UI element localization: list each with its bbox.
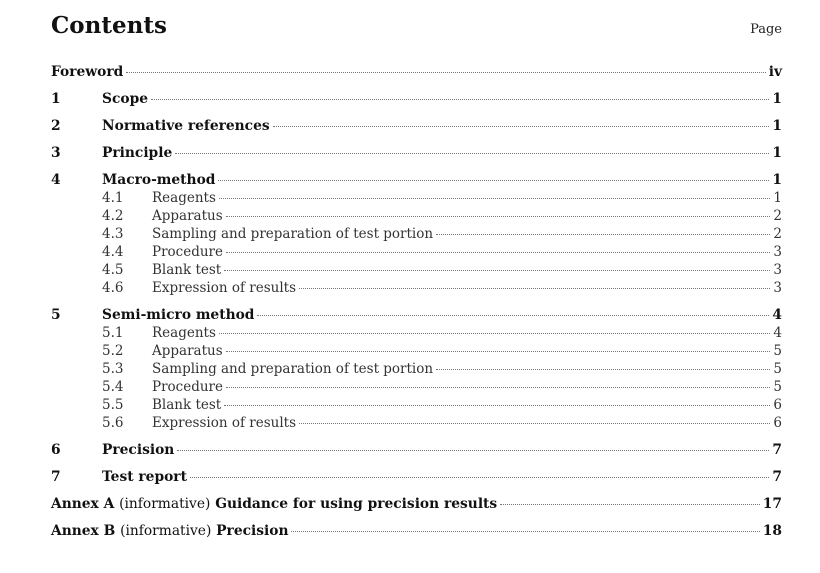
toc-entry-scope[interactable] (51, 91, 782, 109)
toc-entry-test-report[interactable] (51, 469, 782, 487)
dot-leader (224, 270, 770, 271)
toc-entry-number: 4 (51, 172, 61, 188)
toc-subentry-4-5[interactable] (51, 262, 782, 280)
dot-leader (226, 387, 770, 388)
toc-entry-precision[interactable] (51, 442, 782, 460)
annex-title: Precision (216, 523, 289, 539)
toc-entry-page: 5 (773, 361, 782, 377)
toc-entry-label (51, 496, 497, 512)
toc-entry-label: Principle (102, 145, 173, 161)
toc-entry-number: 6 (51, 442, 61, 458)
toc-entry-page: 3 (773, 262, 782, 278)
toc-entry-number: 5 (51, 307, 61, 323)
toc-entry-page: 18 (762, 523, 782, 539)
toc-entry-label: Apparatus (152, 208, 223, 224)
toc-entry-page: 5 (773, 343, 782, 359)
toc-entry-label: Blank test (152, 397, 222, 413)
toc-subentry-4-3[interactable] (51, 226, 782, 244)
toc-entry-number: 4.3 (102, 226, 124, 242)
toc-entry-label: Procedure (152, 244, 223, 260)
toc-entry-number: 2 (51, 118, 61, 134)
toc-entry-page: 6 (773, 397, 782, 413)
toc-entry-label: Expression of results (152, 415, 296, 431)
toc-entry-number: 4.4 (102, 244, 124, 260)
toc-entry-label: Sampling and preparation of test portion (152, 361, 434, 377)
toc-entry-label: Procedure (152, 379, 223, 395)
toc-entry-number: 4.2 (102, 208, 124, 224)
toc-entry-page: 2 (773, 226, 782, 242)
toc-entry-label: Test report (102, 469, 187, 485)
annex-title: Guidance for using precision results (215, 496, 498, 512)
dot-leader (273, 126, 770, 127)
toc-entry-page: 6 (773, 415, 782, 431)
annex-note: (informative) (119, 496, 211, 512)
toc-entry-label: Normative references (102, 118, 270, 134)
toc-entry-semi-micro-method[interactable] (51, 307, 782, 325)
toc-entry-number: 3 (51, 145, 61, 161)
dot-leader (299, 423, 770, 424)
dot-leader (219, 198, 771, 199)
toc-entry-label: Semi-micro method (102, 307, 255, 323)
dot-leader (226, 252, 770, 253)
toc-entry-label: Reagents (152, 190, 216, 206)
toc-entry-normative-references[interactable] (51, 118, 782, 136)
toc-entry-page: iv (768, 64, 782, 80)
dot-leader (226, 351, 771, 352)
dot-leader (291, 531, 759, 532)
dot-leader (299, 288, 770, 289)
toc-entry-label: Macro-method (102, 172, 216, 188)
toc-entry-number: 4.1 (102, 190, 124, 206)
dot-leader (257, 315, 769, 316)
toc-entry-label: Scope (102, 91, 148, 107)
toc-entry-page: 1 (772, 91, 782, 107)
toc-entry-page: 4 (773, 325, 782, 341)
toc-subentry-5-1[interactable] (51, 325, 782, 343)
toc-entry-number: 5.5 (102, 397, 124, 413)
toc-entry-number: 1 (51, 91, 61, 107)
toc-entry-annex-b[interactable] (51, 523, 782, 541)
toc-entry-page: 1 (773, 190, 782, 206)
toc-entry-number: 5.6 (102, 415, 124, 431)
dot-leader (226, 216, 771, 217)
toc-entry-label: Apparatus (152, 343, 223, 359)
toc-entry-label: Foreword (51, 64, 124, 80)
dot-leader (175, 153, 769, 154)
toc-entry-number: 4.6 (102, 280, 124, 296)
toc-subentry-5-4[interactable] (51, 379, 782, 397)
toc-entry-page: 1 (772, 172, 782, 188)
toc-entry-page: 1 (772, 145, 782, 161)
annex-label: Annex A (51, 496, 115, 512)
toc-entry-label: Sampling and preparation of test portion (152, 226, 434, 242)
dot-leader (126, 72, 765, 73)
toc-entry-label (51, 523, 288, 539)
annex-label: Annex B (51, 523, 116, 539)
page-title: Contents (51, 12, 167, 39)
toc-subentry-4-1[interactable] (51, 190, 782, 208)
toc-entry-label: Reagents (152, 325, 216, 341)
toc-entry-page: 1 (772, 118, 782, 134)
toc-entry-label: Blank test (152, 262, 222, 278)
toc-entry-page: 3 (773, 244, 782, 260)
toc-entry-page: 7 (772, 442, 782, 458)
toc-entry-annex-a[interactable] (51, 496, 782, 514)
dot-leader (436, 234, 770, 235)
toc-entry-page: 4 (772, 307, 782, 323)
toc-entry-number: 4.5 (102, 262, 124, 278)
dot-leader (219, 333, 771, 334)
toc-entry-principle[interactable] (51, 145, 782, 163)
toc-subentry-4-2[interactable] (51, 208, 782, 226)
toc-entry-foreword[interactable] (51, 64, 782, 82)
toc-entry-number: 5.2 (102, 343, 124, 359)
toc-entry-page: 2 (773, 208, 782, 224)
toc-subentry-5-6[interactable] (51, 415, 782, 433)
toc-subentry-4-4[interactable] (51, 244, 782, 262)
annex-note: (informative) (120, 523, 212, 539)
toc-entry-number: 5.3 (102, 361, 124, 377)
toc-entry-number: 5.1 (102, 325, 124, 341)
dot-leader (436, 369, 770, 370)
toc-entry-label: Expression of results (152, 280, 296, 296)
toc-entry-page: 7 (772, 469, 782, 485)
toc-subentry-5-3[interactable] (51, 361, 782, 379)
toc-subentry-5-5[interactable] (51, 397, 782, 415)
toc-subentry-5-2[interactable] (51, 343, 782, 361)
page-column-label: Page (750, 22, 782, 37)
dot-leader (218, 180, 769, 181)
toc-subentry-4-6[interactable] (51, 280, 782, 298)
dot-leader (224, 405, 770, 406)
toc-entry-page: 3 (773, 280, 782, 296)
dot-leader (177, 450, 769, 451)
toc-entry-page: 17 (762, 496, 782, 512)
dot-leader (500, 504, 760, 505)
toc-entry-page: 5 (773, 379, 782, 395)
dot-leader (151, 99, 769, 100)
toc-entry-macro-method[interactable] (51, 172, 782, 190)
dot-leader (190, 477, 769, 478)
toc-entry-number: 5.4 (102, 379, 124, 395)
toc-entry-number: 7 (51, 469, 61, 485)
toc-entry-label: Precision (102, 442, 175, 458)
